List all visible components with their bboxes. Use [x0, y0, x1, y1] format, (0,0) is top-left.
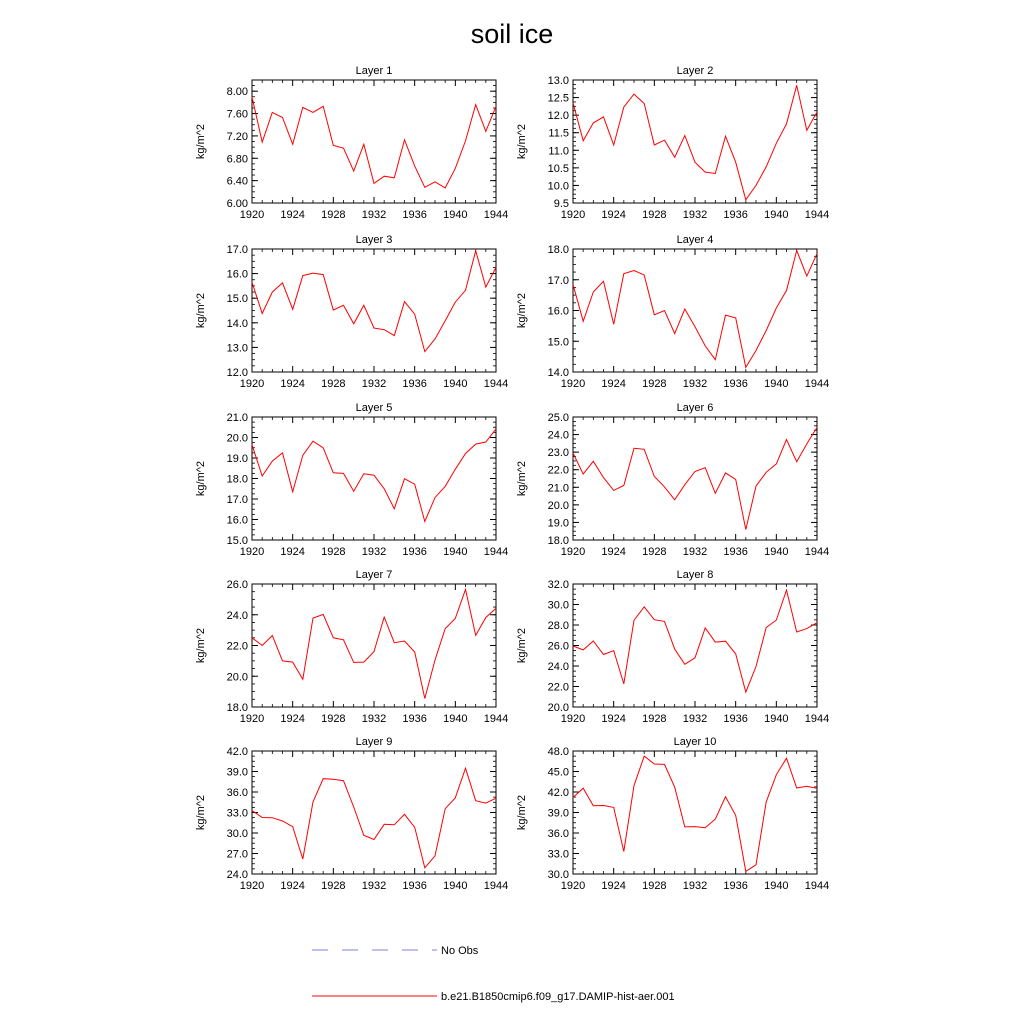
panel-1-x-tick-label: 1920 [239, 209, 265, 221]
panel-6-frame [573, 417, 817, 540]
panel-1-y-tick-label: 8.00 [226, 86, 248, 99]
panel-5-x-tick-label: 1928 [321, 546, 346, 558]
panel-10-title: Layer 10 [673, 736, 717, 748]
panel-4-y-tick-label: 15.0 [547, 336, 569, 349]
panel-5-y-tick-label: 18.0 [226, 473, 248, 486]
panel-5-y-tick-label: 19.0 [226, 453, 248, 465]
panel-10-y-tick-label: 45.0 [547, 766, 569, 779]
panel-5-y-tick-label: 20.0 [226, 432, 248, 445]
panel-6-x-tick-label: 1932 [682, 546, 708, 558]
panel-7-title: Layer 7 [355, 569, 393, 581]
panel-10-frame [573, 751, 817, 874]
panel-6-y-tick-label: 22.0 [547, 464, 569, 477]
panel-8-y-tick-label: 20.0 [547, 702, 569, 714]
panel-6-x-tick-label: 1944 [804, 546, 830, 558]
panel-4 [516, 234, 829, 390]
panel-5-x-tick-label: 1932 [361, 546, 387, 558]
panel-9-x-tick-label: 1920 [239, 880, 265, 892]
panel-3-x-tick-label: 1928 [321, 378, 346, 390]
panel-4-x-tick-label: 1924 [601, 378, 626, 390]
panel-1-x-tick-label: 1924 [280, 209, 305, 221]
panel-6-y-tick-label: 20.0 [547, 499, 569, 512]
panel-8-y-tick-label: 30.0 [547, 599, 569, 612]
panel-9-title: Layer 9 [355, 736, 393, 748]
panel-5 [195, 402, 508, 558]
panel-8-frame [573, 584, 817, 707]
panel-8-title: Layer 8 [676, 569, 714, 581]
panel-6-x-tick-label: 1936 [723, 546, 748, 558]
panel-3-frame [252, 249, 496, 372]
panel-5-x-tick-label: 1936 [402, 546, 427, 558]
panel-10-y-tick-label: 36.0 [547, 828, 569, 840]
panel-4-x-tick-label: 1944 [804, 378, 830, 390]
panel-9-x-tick-label: 1944 [483, 880, 509, 892]
panel-3 [195, 234, 508, 390]
panel-2-y-tick-label: 11.5 [548, 127, 569, 140]
panel-8-y-tick-label: 26.0 [547, 640, 569, 653]
panel-8-y-tick-label: 28.0 [547, 620, 569, 632]
panel-8-x-tick-label: 1920 [560, 713, 586, 725]
panel-9-y-tick-label: 24.0 [226, 869, 248, 881]
panel-10-x-tick-label: 1936 [723, 880, 748, 892]
panel-7-x-tick-label: 1932 [361, 713, 387, 725]
panel-3-y-tick-label: 17.0 [226, 244, 248, 256]
panel-6-y-tick-label: 21.0 [547, 482, 569, 495]
panel-1-y-tick-label: 6.80 [226, 153, 248, 166]
panel-8-y-tick-label: 32.0 [547, 579, 569, 591]
panel-4-x-tick-label: 1936 [723, 378, 748, 390]
panel-1-frame [252, 80, 496, 203]
panel-8-y-axis-label: kg/m^2 [516, 627, 528, 664]
panel-7-y-tick-label: 20.0 [226, 671, 248, 684]
panel-3-y-tick-label: 15.0 [226, 293, 248, 306]
panel-4-y-tick-label: 14.0 [547, 367, 569, 379]
panel-8-x-tick-label: 1928 [642, 713, 667, 725]
panel-9-y-tick-label: 39.0 [226, 766, 248, 779]
panel-2-y-tick-label: 12.0 [547, 110, 569, 123]
panel-6-x-tick-label: 1940 [764, 546, 789, 558]
panel-10-x-tick-label: 1944 [804, 880, 830, 892]
panel-9-frame [252, 751, 496, 874]
panel-3-title: Layer 3 [355, 234, 393, 246]
panel-8-series-line [573, 590, 817, 692]
panel-7-y-tick-label: 24.0 [226, 609, 248, 622]
panel-4-y-tick-label: 16.0 [547, 305, 569, 318]
panel-6-y-tick-label: 19.0 [547, 517, 569, 530]
panel-10-y-tick-label: 39.0 [547, 807, 569, 820]
panel-2-y-tick-label: 9.5 [553, 198, 569, 210]
panel-7-series-line [252, 589, 496, 698]
panel-1-x-tick-label: 1932 [361, 209, 387, 221]
panel-7-x-tick-label: 1924 [280, 713, 305, 725]
panel-9-y-axis-label: kg/m^2 [195, 794, 207, 831]
panel-7-frame [252, 584, 496, 707]
panel-10-x-tick-label: 1928 [642, 880, 667, 892]
panel-6-x-tick-label: 1924 [601, 546, 626, 558]
panel-9-x-tick-label: 1924 [280, 880, 305, 892]
panel-1-y-tick-label: 7.60 [226, 108, 248, 121]
legend-label-1: No Obs [441, 945, 479, 957]
panel-grid [195, 65, 829, 892]
panel-7-y-tick-label: 18.0 [226, 702, 248, 714]
panel-5-x-tick-label: 1944 [483, 546, 509, 558]
panel-2-title: Layer 2 [676, 65, 714, 77]
panel-6-y-tick-label: 18.0 [547, 535, 569, 547]
panel-2-y-tick-label: 11.0 [548, 145, 569, 158]
panel-10-y-tick-label: 48.0 [547, 746, 569, 758]
panel-7-y-axis-label: kg/m^2 [195, 627, 207, 664]
panel-2-x-tick-label: 1928 [642, 209, 667, 221]
panel-3-x-tick-label: 1920 [239, 378, 265, 390]
panel-10-x-tick-label: 1920 [560, 880, 586, 892]
panel-8 [516, 569, 829, 725]
panel-2-x-tick-label: 1924 [601, 209, 626, 221]
panel-1-x-tick-label: 1944 [483, 209, 509, 221]
panel-5-y-tick-label: 17.0 [226, 494, 248, 506]
panel-7-y-tick-label: 26.0 [226, 579, 248, 591]
panel-9-x-tick-label: 1940 [443, 880, 468, 892]
panel-1-x-tick-label: 1940 [443, 209, 468, 221]
panel-2-y-tick-label: 13.0 [547, 75, 569, 87]
panel-8-x-tick-label: 1936 [723, 713, 748, 725]
panel-9-series-line [252, 768, 496, 868]
panel-6 [516, 402, 829, 558]
panel-7-x-tick-label: 1920 [239, 713, 265, 725]
panel-9-y-tick-label: 33.0 [226, 807, 248, 820]
panel-1-y-tick-label: 7.20 [226, 130, 248, 143]
panel-6-series-line [573, 428, 817, 530]
panel-10-x-tick-label: 1940 [764, 880, 789, 892]
panel-10-y-tick-label: 33.0 [547, 848, 569, 861]
panel-5-y-tick-label: 16.0 [226, 514, 248, 527]
panel-2-y-tick-label: 10.5 [547, 162, 569, 175]
panel-3-x-tick-label: 1940 [443, 378, 468, 390]
panel-8-x-tick-label: 1940 [764, 713, 789, 725]
panel-1-y-tick-label: 6.00 [226, 198, 248, 210]
panel-4-x-tick-label: 1928 [642, 378, 667, 390]
panel-1-y-tick-label: 6.40 [226, 175, 248, 188]
panel-7-y-tick-label: 22.0 [226, 640, 248, 653]
panel-10-series-line [573, 756, 817, 871]
panel-4-title: Layer 4 [676, 234, 714, 246]
panel-10-y-axis-label: kg/m^2 [516, 794, 528, 831]
panel-4-series-line [573, 251, 817, 368]
panel-8-x-tick-label: 1924 [601, 713, 626, 725]
panel-8-y-tick-label: 22.0 [547, 681, 569, 694]
panel-8-x-tick-label: 1932 [682, 713, 708, 725]
panel-10-x-tick-label: 1932 [682, 880, 708, 892]
panel-2-frame [573, 80, 817, 203]
panel-2-x-tick-label: 1936 [723, 209, 748, 221]
panel-10 [516, 736, 829, 892]
panel-1-x-tick-label: 1928 [321, 209, 346, 221]
panel-6-y-tick-label: 24.0 [547, 429, 569, 442]
panel-5-x-tick-label: 1940 [443, 546, 468, 558]
panel-5-x-tick-label: 1920 [239, 546, 265, 558]
panel-3-x-tick-label: 1932 [361, 378, 387, 390]
panel-8-y-tick-label: 24.0 [547, 661, 569, 673]
panel-3-y-tick-label: 12.0 [226, 367, 248, 379]
panel-3-x-tick-label: 1936 [402, 378, 427, 390]
panel-2-x-tick-label: 1932 [682, 209, 708, 221]
legend-label-2: b.e21.B1850cmip6.f09_g17.DAMIP-hist-aer.001 [441, 991, 675, 1003]
panel-9-x-tick-label: 1932 [361, 880, 387, 892]
legend [312, 945, 675, 1003]
panel-9-y-tick-label: 27.0 [226, 848, 248, 861]
panel-8-x-tick-label: 1944 [804, 713, 830, 725]
panel-4-frame [573, 249, 817, 372]
panel-2 [516, 65, 829, 221]
panel-6-x-tick-label: 1920 [560, 546, 586, 558]
panel-7-x-tick-label: 1944 [483, 713, 509, 725]
panel-3-y-axis-label: kg/m^2 [195, 292, 207, 329]
panel-2-y-axis-label: kg/m^2 [516, 123, 528, 160]
panel-6-y-tick-label: 23.0 [547, 447, 569, 460]
panel-5-y-tick-label: 21.0 [226, 412, 248, 424]
panel-4-x-tick-label: 1940 [764, 378, 789, 390]
panel-4-y-tick-label: 17.0 [547, 274, 569, 287]
panel-4-x-tick-label: 1920 [560, 378, 586, 390]
chart-title: soil ice [470, 19, 554, 49]
panel-3-y-tick-label: 16.0 [226, 268, 248, 281]
panel-3-x-tick-label: 1924 [280, 378, 305, 390]
panel-4-y-tick-label: 18.0 [547, 244, 569, 256]
panel-1 [195, 65, 508, 221]
panel-2-x-tick-label: 1944 [804, 209, 830, 221]
panel-1-title: Layer 1 [355, 65, 393, 77]
panel-9-y-tick-label: 42.0 [226, 746, 248, 758]
panel-3-y-tick-label: 14.0 [226, 317, 248, 330]
panel-10-y-tick-label: 42.0 [547, 787, 569, 799]
panel-6-y-tick-label: 25.0 [547, 412, 569, 424]
panel-4-y-axis-label: kg/m^2 [516, 292, 528, 329]
panel-9-y-tick-label: 30.0 [226, 828, 248, 840]
panel-6-title: Layer 6 [676, 402, 714, 414]
panel-7-x-tick-label: 1940 [443, 713, 468, 725]
panel-3-x-tick-label: 1944 [483, 378, 509, 390]
panel-2-x-tick-label: 1940 [764, 209, 789, 221]
panel-3-series-line [252, 251, 496, 352]
panel-7 [195, 569, 508, 725]
panel-5-title: Layer 5 [355, 402, 393, 414]
panel-9 [195, 736, 508, 892]
panel-7-x-tick-label: 1936 [402, 713, 427, 725]
panel-6-x-tick-label: 1928 [642, 546, 667, 558]
panel-5-series-line [252, 429, 496, 522]
panel-10-x-tick-label: 1924 [601, 880, 626, 892]
panel-2-y-tick-label: 12.5 [547, 92, 569, 105]
panel-1-x-tick-label: 1936 [402, 209, 427, 221]
panel-1-series-line [252, 97, 496, 188]
panel-6-y-axis-label: kg/m^2 [516, 460, 528, 497]
panel-7-x-tick-label: 1928 [321, 713, 346, 725]
panel-5-x-tick-label: 1924 [280, 546, 305, 558]
panel-1-y-axis-label: kg/m^2 [195, 123, 207, 160]
panel-10-y-tick-label: 30.0 [547, 869, 569, 881]
panel-4-x-tick-label: 1932 [682, 378, 708, 390]
panel-2-series-line [573, 85, 817, 200]
panel-5-frame [252, 417, 496, 540]
panel-5-y-tick-label: 15.0 [226, 535, 248, 547]
panel-9-x-tick-label: 1928 [321, 880, 346, 892]
panel-9-x-tick-label: 1936 [402, 880, 427, 892]
panel-5-y-axis-label: kg/m^2 [195, 460, 207, 497]
panel-2-x-tick-label: 1920 [560, 209, 586, 221]
panel-9-y-tick-label: 36.0 [226, 787, 248, 799]
panel-2-y-tick-label: 10.0 [547, 180, 569, 193]
panel-3-y-tick-label: 13.0 [226, 342, 248, 355]
